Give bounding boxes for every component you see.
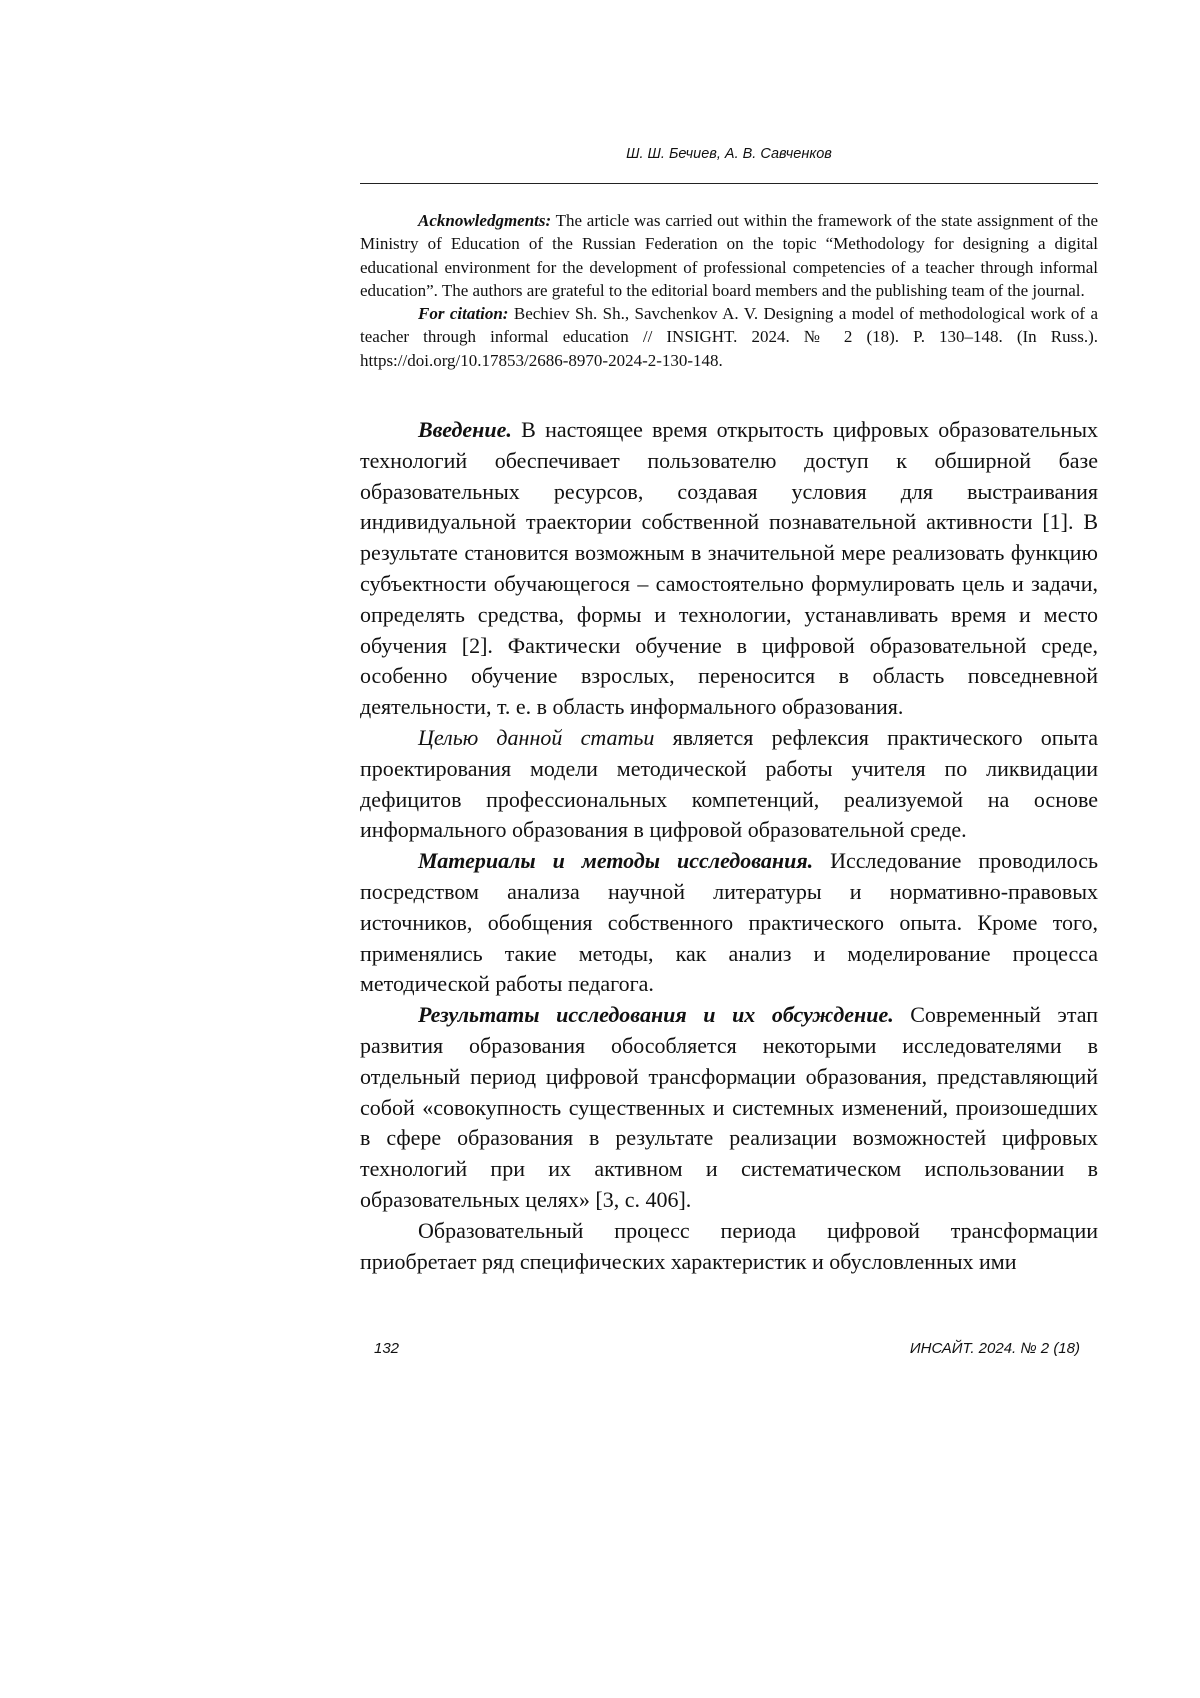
methods-paragraph [360, 846, 1098, 1000]
methods-heading: Материалы и методы исследования. [418, 848, 814, 874]
aim-heading: Целью данной статьи [418, 724, 655, 750]
header-divider [360, 183, 1098, 184]
results-paragraph [360, 1000, 1098, 1216]
introduction-heading: Введение. [418, 417, 512, 442]
acknowledgments-label: Acknowledgments: [418, 211, 552, 230]
results-heading: Результаты исследования и их обсуждение. [418, 1002, 894, 1028]
front-matter [360, 209, 1098, 372]
acknowledgments-paragraph [360, 209, 1098, 302]
methods-text: Исследование проводилось посредством анализа научной литературы и нормативно-правовых источников, обобщения собственного практического опыта. Кроме того, применялись такие методы, как анализ и моделирование процесса методической работы педагога. [360, 848, 1099, 997]
running-header-authors: Ш. Ш. Бечиев, А. В. Савченков [626, 146, 832, 162]
journal-issue: ИНСАЙТ. 2024. № 2 (18) [909, 1340, 1080, 1357]
citation-label: For citation: [418, 304, 509, 324]
page-number: 132 [374, 1340, 400, 1357]
introduction-paragraph [360, 415, 1098, 723]
continuation-text: Образовательный процесс периода цифровой трансформации приобретает ряд специфических характеристик и обусловленных ими [360, 1217, 1098, 1274]
acknowledgments-text: The article was carried out within the framework of the state assignment of the Ministry of Education of the Russian Federation on the topic “Methodology for designing a digital educational environment for the development of professional competencies of a teacher through informal education”. The authors are grateful to the editorial board members and the publishing team of the journal. [360, 211, 1098, 300]
introduction-text: В настоящее время открытость цифровых образовательных технологий обеспечивает пользователю доступ к обширной базе образовательных ресурсов, создавая условия для выстраивания индивидуальной траектории собственной познавательной активности [1]. В результате становится возможным в значительной мере реализовать функцию субъектности обучающегося – самостоятельно формулировать цель и задачи, определять средства, формы и технологии, устанавливать время и место обучения [2]. Фактически обучение в цифровой образовательной среде, особенно обучение взрослых, переносится в область повседневной деятельности, т. е. в область информального образования. [360, 417, 1098, 720]
continuation-paragraph [360, 1216, 1098, 1278]
citation-text: Bechiev Sh. Sh., Savchenkov A. V. Designing a model of methodological work of a teacher through informal education // INSIGHT. 2024. № 2 (18). P. 130–148. (In Russ.). https://doi.org/10.17853/2686-8970-2024-2-130-148. [360, 304, 1098, 370]
aim-text: является рефлексия практического опыта проектирования модели методической работы учителя по ликвидации дефицитов профессиональных компетенций, реализуемой на основе информального образования в цифровой образовательной среде. [360, 724, 1099, 843]
citation-paragraph [360, 302, 1098, 372]
aim-paragraph [360, 723, 1098, 846]
article-body [360, 415, 1098, 1277]
results-text: Современный этап развития образования обособляется некоторыми исследователями в отдельный период цифровой трансформации образования, представляющий собой «совокупность существенных и системных изменений, произошедших в сфере образования в результате реализации возможностей цифровых технологий при их активном и систематическом использовании в образовательных целях» [3, с. 406]. [360, 1002, 1098, 1212]
